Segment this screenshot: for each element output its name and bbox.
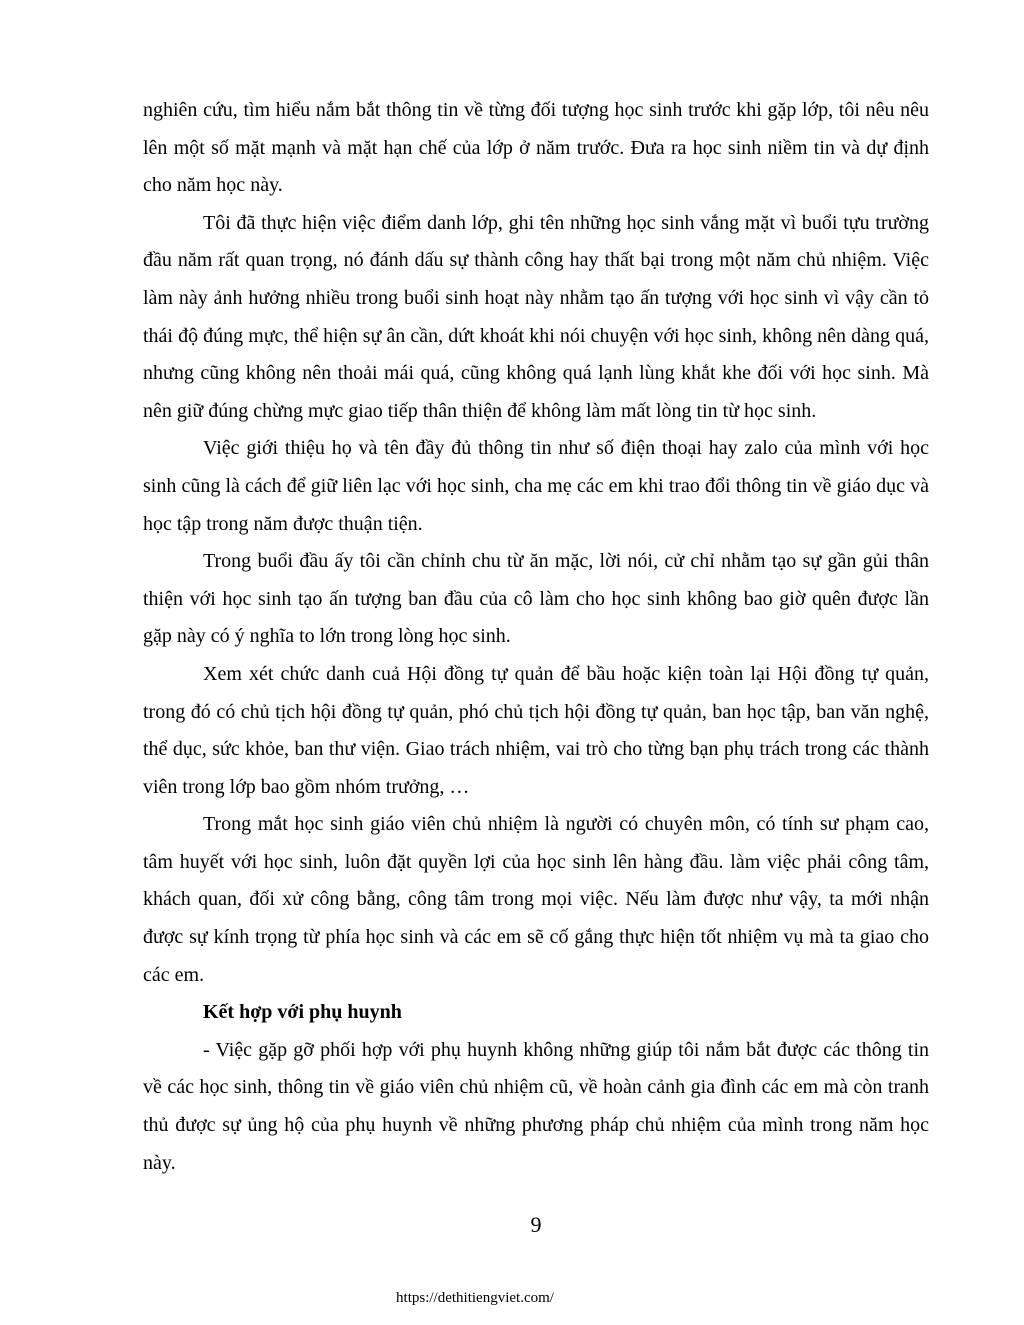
document-body <box>143 92 929 1182</box>
paragraph-attendance: Tôi đã thực hiện việc điểm danh lớp, ghi tên những học sinh vắng mặt vì buổi tựu trường đầu năm rất quan trọng, nó đánh dấu sự thành công hay thất bại trong một năm chủ nhiệm. Việc làm này ảnh hưởng nhiều trong buổi sinh hoạt này nhằm tạo ấn tượng với học sinh vì vậy cần tỏ thái độ đúng mực, thể hiện sự ân cần, dứt khoát khi nói chuyện với học sinh, không nên dàng quá, nhưng cũng không nên thoải mái quá, cũng không quá lạnh lùng khắt khe đối với học sinh. Mà nên giữ đúng chừng mực giao tiếp thân thiện để không làm mất lòng tin từ học sinh. <box>143 211 929 422</box>
paragraph-continuation: nghiên cứu, tìm hiểu nắm bắt thông tin về từng đối tượng học sinh trước khi gặp lớp, tôi nêu nêu lên một số mặt mạnh và mặt hạn chế của lớp ở năm trước. Đưa ra học sinh niềm tin và dự định cho năm học này. <box>143 99 929 197</box>
paragraph-teacher-role: Trong mắt học sinh giáo viên chủ nhiệm là người có chuyên môn, có tính sư phạm cao, tâm huyết với học sinh, luôn đặt quyền lợi của học sinh lên hàng đầu. làm việc phải công tâm, khách quan, đối xử công bằng, công tâm trong mọi việc. Nếu làm được như vậy, ta mới nhận được sự kính trọng từ phía học sinh và các em sẽ cố gắng thực hiện tốt nhiệm vụ mà ta giao cho các em. <box>143 813 929 986</box>
footer-url: https://dethitiengviet.com/ <box>396 1290 554 1306</box>
paragraph-self-management-council: Xem xét chức danh cuả Hội đồng tự quản để bầu hoặc kiện toàn lại Hội đồng tự quản, trong đó có chủ tịch hội đồng tự quản, phó chủ tịch hội đồng tự quản, ban học tập, ban văn nghệ, thể dục, sức khỏe, ban thư viện. Giao trách nhiệm, vai trò cho từng bạn phụ trách trong các thành viên trong lớp bao gồm nhóm trưởng, … <box>143 662 929 798</box>
paragraph-first-impression: Trong buổi đầu ấy tôi cần chỉnh chu từ ăn mặc, lời nói, cử chỉ nhằm tạo sự gần gủi thân thiện với học sinh tạo ấn tượng ban đầu của cô làm cho học sinh không bao giờ quên được lần gặp này có ý nghĩa to lớn trong lòng học sinh. <box>143 550 929 648</box>
page-number: 9 <box>530 1212 542 1237</box>
paragraph-parents: - Việc gặp gỡ phối hợp với phụ huynh không những giúp tôi nắm bắt được các thông tin về các học sinh, thông tin về giáo viên chủ nhiệm cũ, về hoàn cảnh gia đình các em mà còn tranh thủ được sự ủng hộ của phụ huynh về những phương pháp chủ nhiệm của mình trong năm học này. <box>143 1038 929 1174</box>
paragraph-introduction: Việc giới thiệu họ và tên đầy đủ thông tin như số điện thoại hay zalo của mình với học sinh cũng là cách để giữ liên lạc với học sinh, cha mẹ các em khi trao đổi thông tin về giáo dục và học tập trong năm được thuận tiện. <box>143 437 929 535</box>
section-heading: Kết hợp với phụ huynh <box>203 1001 402 1024</box>
